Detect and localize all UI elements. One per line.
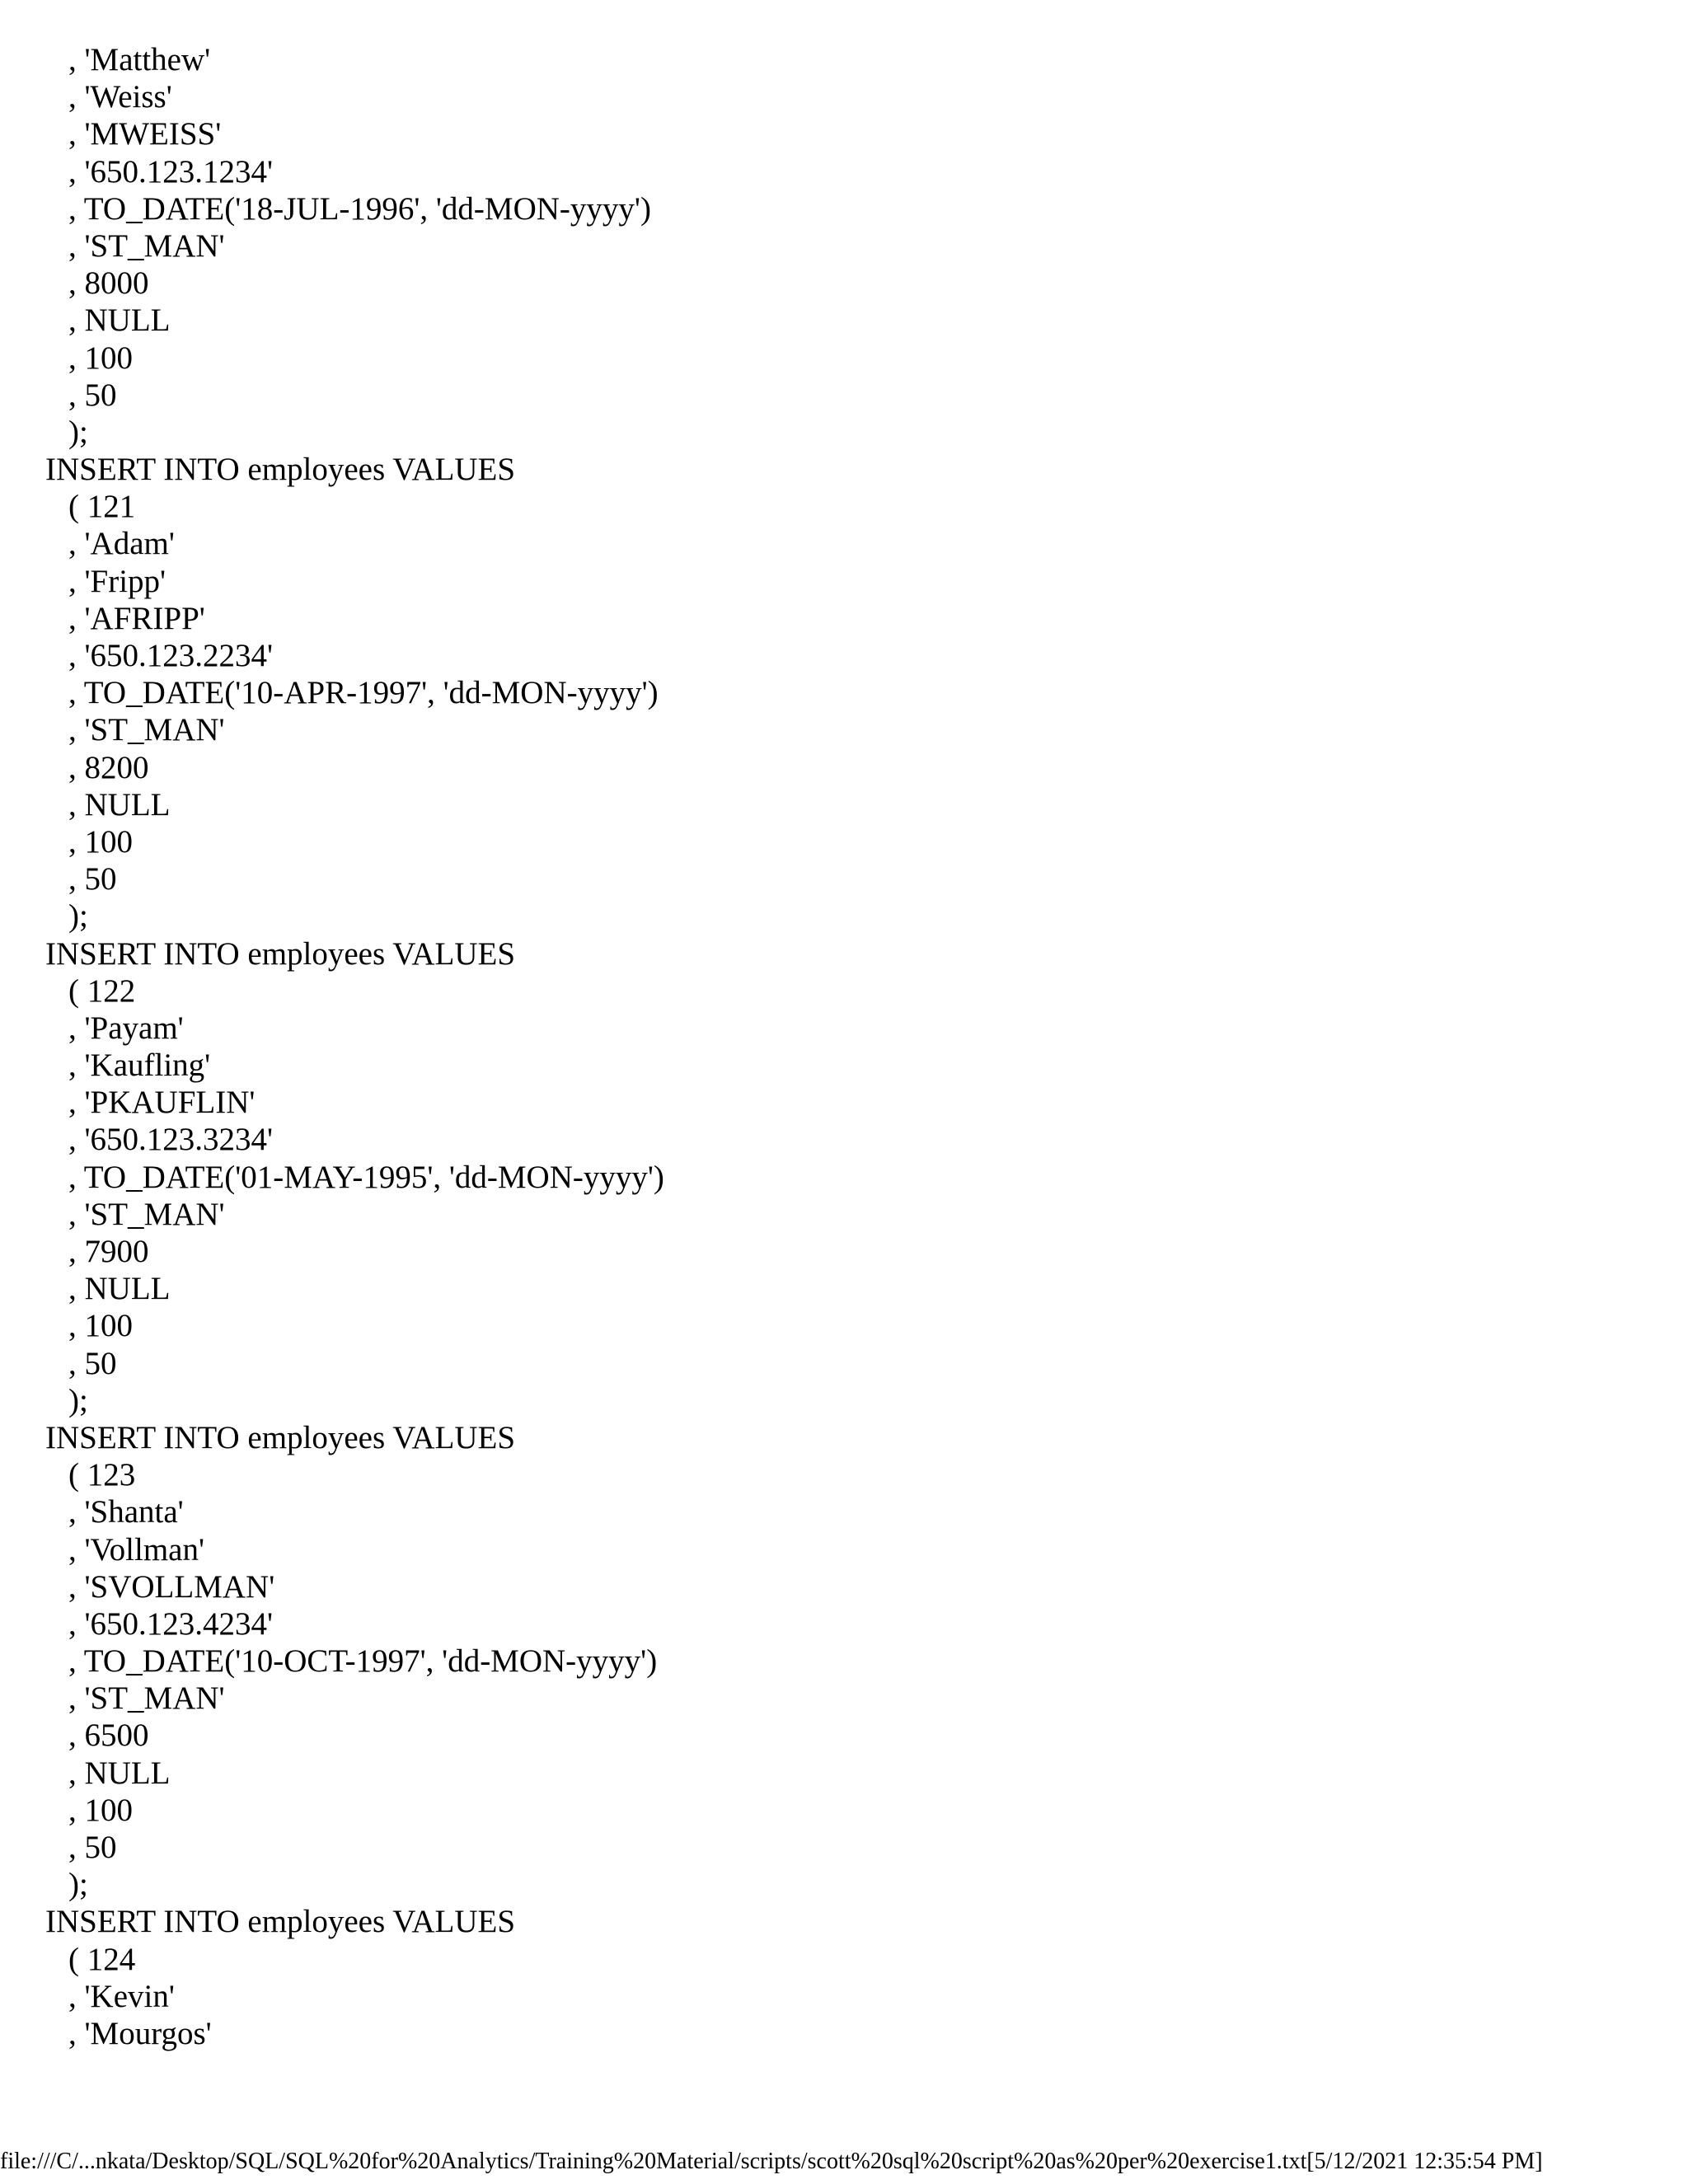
sql-value-line: , '650.123.3234' bbox=[68, 1122, 274, 1158]
sql-value-line: ( 121 bbox=[68, 489, 136, 525]
sql-statement-line: INSERT INTO employees VALUES bbox=[45, 452, 516, 488]
sql-value-line: , 'PKAUFLIN' bbox=[68, 1085, 256, 1121]
sql-value-line: , 8200 bbox=[68, 749, 149, 785]
sql-value-line: , 'Vollman' bbox=[68, 1531, 205, 1568]
sql-value-line: , TO_DATE('18-JUL-1996', 'dd-MON-yyyy') bbox=[68, 190, 651, 227]
sql-statement-line: INSERT INTO employees VALUES bbox=[45, 935, 516, 972]
sql-value-line: , 'Kaufling' bbox=[68, 1047, 211, 1084]
sql-value-line: , 'Kevin' bbox=[68, 1978, 175, 2014]
sql-value-line: , 50 bbox=[68, 861, 117, 898]
sql-value-line: , 100 bbox=[68, 823, 133, 860]
sql-value-line: , 'ST_MAN' bbox=[68, 1680, 225, 1717]
sql-value-line: , 'ST_MAN' bbox=[68, 712, 225, 748]
sql-value-line: , 'Adam' bbox=[68, 526, 175, 562]
sql-value-line: , 100 bbox=[68, 340, 133, 376]
sql-value-line: , 'Fripp' bbox=[68, 563, 166, 599]
sql-value-line: , 100 bbox=[68, 1792, 133, 1828]
sql-value-line: , 'Weiss' bbox=[68, 79, 172, 115]
sql-value-line: , 'Mourgos' bbox=[68, 2015, 212, 2051]
sql-value-line: , 50 bbox=[68, 1830, 117, 1865]
sql-value-line: ( 122 bbox=[68, 972, 136, 1009]
sql-value-line: , '650.123.4234' bbox=[68, 1605, 274, 1642]
sql-value-line: , 'Payam' bbox=[68, 1010, 184, 1046]
sql-value-line: , 'Shanta' bbox=[68, 1494, 184, 1530]
sql-value-line: , '650.123.1234' bbox=[68, 153, 274, 190]
sql-value-line: ); bbox=[68, 1382, 88, 1418]
sql-value-line: , NULL bbox=[68, 1271, 171, 1307]
sql-value-line: , 50 bbox=[68, 377, 117, 413]
sql-value-line: , 8000 bbox=[68, 265, 149, 302]
sql-value-line: , 7900 bbox=[68, 1234, 149, 1269]
sql-value-line: , 'MWEISS' bbox=[68, 116, 222, 152]
sql-value-line: , '650.123.2234' bbox=[68, 638, 274, 673]
sql-value-line: , 'SVOLLMAN' bbox=[68, 1568, 275, 1605]
sql-value-line: ( 123 bbox=[68, 1457, 136, 1493]
sql-value-line: , 100 bbox=[68, 1308, 133, 1344]
sql-value-line: , 50 bbox=[68, 1345, 117, 1381]
sql-statement-line: INSERT INTO employees VALUES bbox=[45, 1904, 516, 1940]
sql-value-line: , 'ST_MAN' bbox=[68, 227, 225, 264]
sql-value-line: , 'AFRIPP' bbox=[68, 600, 205, 636]
sql-value-line: , NULL bbox=[68, 1755, 171, 1791]
sql-value-line: , TO_DATE('01-MAY-1995', 'dd-MON-yyyy') bbox=[68, 1159, 664, 1195]
print-footer-file-path: file:///C/...nkata/Desktop/SQL/SQL%20for%20Analytics/Training%20Material/scripts/scott%20sql%20script%20as%20per%20exercise1.txt[5/12/2021 12:35:54 PM] bbox=[0, 2149, 1543, 2174]
sql-value-line: ); bbox=[68, 414, 88, 450]
sql-value-line: , 6500 bbox=[68, 1718, 149, 1754]
sql-value-line: ( 124 bbox=[68, 1941, 136, 1977]
sql-statement-line: INSERT INTO employees VALUES bbox=[45, 1419, 516, 1455]
sql-value-line: ); bbox=[68, 898, 88, 935]
sql-value-line: , NULL bbox=[68, 786, 171, 823]
sql-value-line: , NULL bbox=[68, 302, 171, 339]
sql-value-line: , 'Matthew' bbox=[68, 42, 211, 77]
sql-value-line: , TO_DATE('10-OCT-1997', 'dd-MON-yyyy') bbox=[68, 1643, 658, 1680]
sql-value-line: , TO_DATE('10-APR-1997', 'dd-MON-yyyy') bbox=[68, 675, 659, 711]
sql-value-line: , 'ST_MAN' bbox=[68, 1196, 225, 1232]
sql-value-line: ); bbox=[68, 1867, 88, 1903]
document-body bbox=[0, 41, 1688, 2052]
